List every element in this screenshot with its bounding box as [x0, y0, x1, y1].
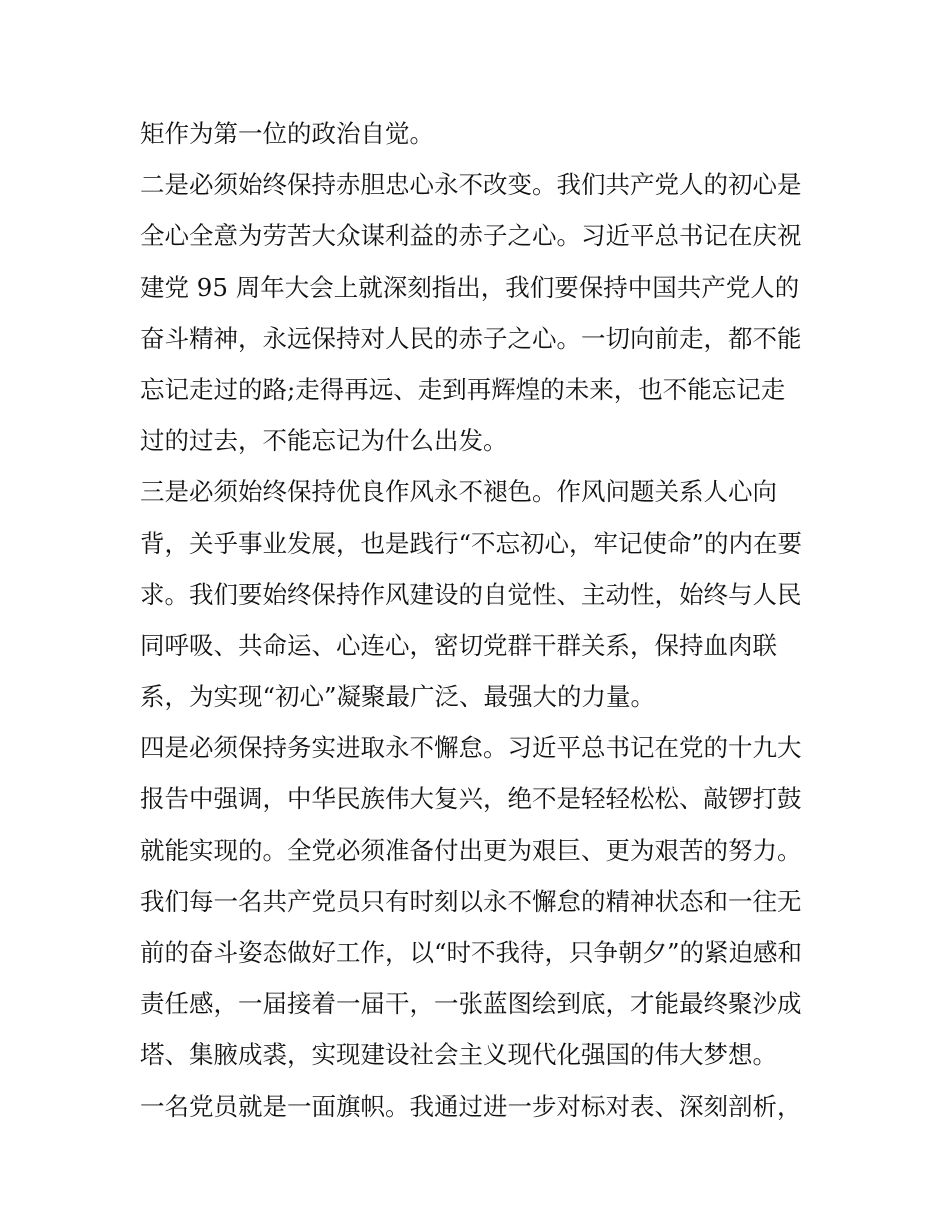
text-line: 过的过去，不能忘记为什么出发。 — [140, 426, 508, 456]
text-line: 就能实现的。全党必须准备付出更为艰巨、更为艰苦的努力。 — [140, 835, 802, 865]
text-line: 责任感，一届接着一届干，一张蓝图绘到底，才能最终聚沙成 — [140, 989, 802, 1019]
text-line: 四是必须保持务实进取永不懈怠。习近平总书记在党的十九大 — [140, 733, 802, 763]
text-line: 塔、集腋成裘，实现建设社会主义现代化强国的伟大梦想。 — [140, 1040, 777, 1070]
text-line: 背，关乎事业发展，也是践行“不忘初心，牢记使命”的内在要 — [140, 528, 803, 558]
text-line: 求。我们要始终保持作风建设的自觉性、主动性，始终与人民 — [140, 579, 802, 609]
text-line: 忘记走过的路;走得再远、走到再辉煌的未来，也不能忘记走 — [140, 374, 786, 404]
text-line: 三是必须始终保持优良作风永不褪色。作风问题关系人心向 — [140, 477, 777, 507]
text-line: 矩作为第一位的政治自觉。 — [140, 119, 434, 148]
text-line: 建党 95 周年大会上就深刻指出，我们要保持中国共产党人的 — [140, 272, 800, 302]
document-body — [140, 108, 820, 1132]
text-line: 系，为实现“初心”凝聚最广泛、最强大的力量。 — [140, 682, 656, 712]
text-line: 二是必须始终保持赤胆忠心永不改变。我们共产党人的初心是 — [140, 170, 802, 200]
text-line: 报告中强调，中华民族伟大复兴，绝不是轻轻松松、敲锣打鼓 — [140, 784, 802, 814]
text-line: 一名党员就是一面旗帜。我通过进一步对标对表、深刻剖析， — [140, 1091, 802, 1121]
text-line: 同呼吸、共命运、心连心，密切党群干群关系，保持血肉联 — [140, 630, 777, 660]
text-line: 前的奋斗姿态做好工作，以“时不我待，只争朝夕”的紧迫感和 — [140, 938, 803, 967]
text-line: 全心全意为劳苦大众谋利益的赤子之心。习近平总书记在庆祝 — [140, 221, 802, 251]
text-line: 奋斗精神，永远保持对人民的赤子之心。一切向前走，都不能 — [140, 323, 802, 353]
text-line: 我们每一名共产党员只有时刻以永不懈怠的精神状态和一往无 — [140, 886, 802, 916]
